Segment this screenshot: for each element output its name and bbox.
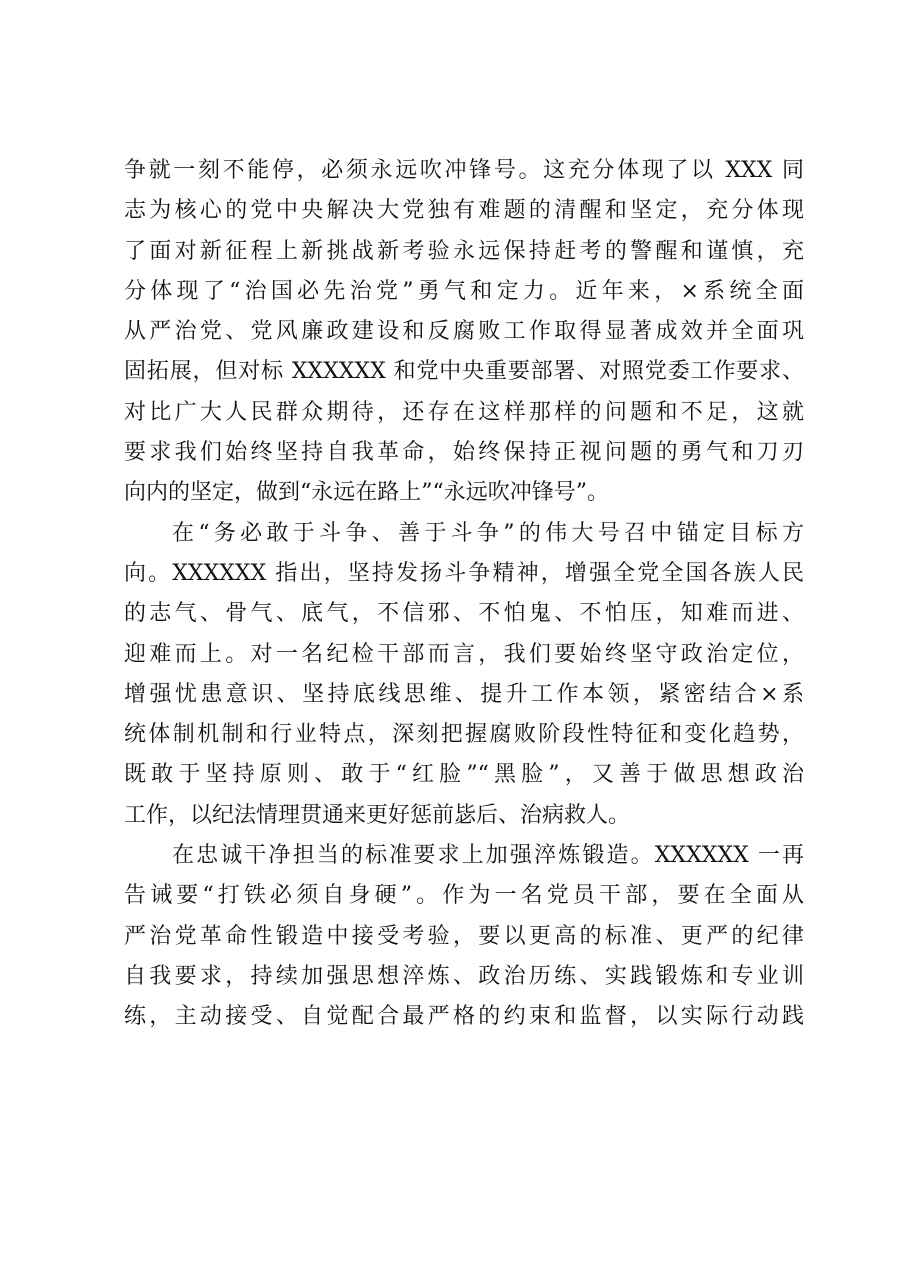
paragraph-2-line-3: 的志气、骨气、底气，不信邪、不怕鬼、不怕压，知难而进、 <box>124 601 804 627</box>
paragraph-2-line-1: 在“务必敢于斗争、善于斗争”的伟大号召中锚定目标方 <box>172 520 804 546</box>
paragraph-2-line-7: 既敢于坚持原则、敢于“红脸”“黑脸”，又善于做思想政治 <box>124 762 804 788</box>
paragraph-1-line-7: 对比广大人民群众期待，还存在这样那样的问题和不足，这就 <box>124 399 804 425</box>
paragraph-1-line-8: 要求我们始终坚持自我革命，始终保持正视问题的勇气和刀刃 <box>124 440 804 466</box>
paragraph-1-line-1: 争就一刻不能停，必须永远吹冲锋号。这充分体现了以 XXX 同 <box>124 158 804 183</box>
paragraph-1-line-5: 从严治党、党风廉政建设和反腐败工作取得显著成效并全面巩 <box>124 319 804 345</box>
paragraph-3-line-1: 在忠诚干净担当的标准要求上加强淬炼锻造。XXXXXX 一再 <box>172 843 804 869</box>
document-body <box>124 151 804 1038</box>
paragraph-2-line-6: 统体制机制和行业特点，深刻把握腐败阶段性特征和变化趋势， <box>124 722 804 748</box>
paragraph-1-line-2: 志为核心的党中央解决大党独有难题的清醒和坚定，充分体现 <box>124 198 804 224</box>
paragraph-1-line-4: 分体现了“治国必先治党”勇气和定力。近年来，×系统全面 <box>124 278 804 304</box>
paragraph-3-line-5: 练，主动接受、自觉配合最严格的约束和监督，以实际行动践 <box>124 1004 804 1030</box>
paragraph-3-line-3: 严治党革命性锻造中接受考验，要以更高的标准、更严的纪律 <box>124 923 804 949</box>
paragraph-1-line-6: 固拓展，但对标 XXXXXX 和党中央重要部署、对照党委工作要求、 <box>124 359 804 385</box>
paragraph-2-line-5: 增强忧患意识、坚持底线思维、提升工作本领，紧密结合×系 <box>124 681 804 707</box>
paragraph-1-line-9: 向内的坚定，做到“永远在路上”“永远吹冲锋号”。 <box>124 480 609 506</box>
paragraph-3-line-2: 告诫要“打铁必须自身硬”。作为一名党员干部，要在全面从 <box>124 883 804 909</box>
paragraph-2-line-8: 工作，以纪法情理贯通来更好惩前毖后、治病救人。 <box>124 802 631 828</box>
paragraph-2-line-2: 向。XXXXXX 指出，坚持发扬斗争精神，增强全党全国各族人民 <box>124 560 804 586</box>
paragraph-2-line-4: 迎难而上。对一名纪检干部而言，我们要始终坚守政治定位， <box>124 641 804 667</box>
paragraph-1-line-3: 了面对新征程上新挑战新考验永远保持赶考的警醒和谨慎，充 <box>124 238 804 264</box>
paragraph-3-line-4: 自我要求，持续加强思想淬炼、政治历练、实践锻炼和专业训 <box>124 963 804 989</box>
